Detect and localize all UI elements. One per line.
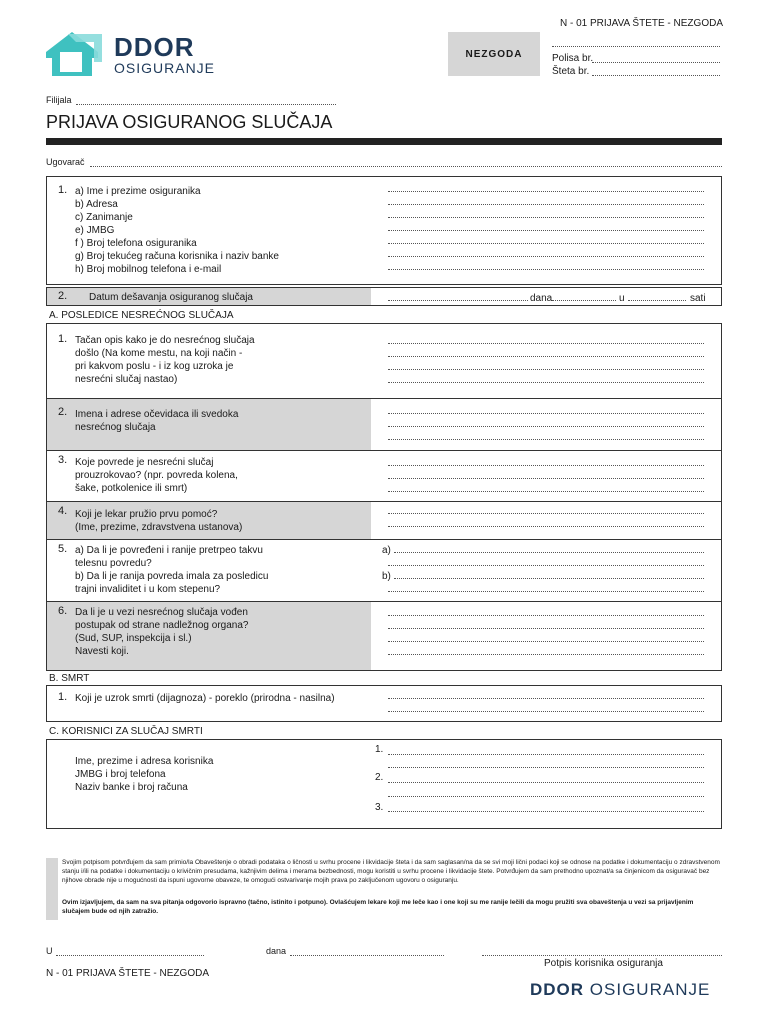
answer-field[interactable] bbox=[388, 591, 704, 592]
beneficiary-field[interactable] bbox=[388, 754, 704, 755]
insured-info-field[interactable] bbox=[388, 243, 704, 244]
answer-field[interactable] bbox=[388, 369, 704, 370]
logo-main-text: DDOR bbox=[114, 32, 195, 62]
answer-field[interactable] bbox=[388, 356, 704, 357]
answer-field[interactable] bbox=[388, 465, 704, 466]
answer-field[interactable] bbox=[388, 615, 704, 616]
answer-field[interactable] bbox=[388, 526, 704, 527]
answer-field[interactable] bbox=[388, 478, 704, 479]
answer-field[interactable] bbox=[388, 382, 704, 383]
ddor-logo bbox=[42, 28, 242, 84]
nezgoda-badge: NEZGODA bbox=[448, 32, 540, 76]
form-code-top: N - 01 PRIJAVA ŠTETE - NEZGODA bbox=[560, 18, 723, 29]
insured-info-field[interactable] bbox=[388, 256, 704, 257]
row-number: 1. bbox=[58, 691, 68, 703]
answer-field[interactable] bbox=[388, 491, 704, 492]
answer-field[interactable] bbox=[388, 439, 704, 440]
ugovarac-field[interactable] bbox=[90, 166, 722, 167]
table-row bbox=[46, 601, 722, 671]
table-row bbox=[46, 685, 722, 722]
declaration-box bbox=[46, 858, 722, 920]
steta-label: Šteta br. bbox=[552, 66, 590, 77]
table-row bbox=[46, 539, 722, 602]
beneficiary-1-label: 1. bbox=[375, 744, 384, 755]
beneficiary-field[interactable] bbox=[388, 811, 704, 812]
answer-field[interactable] bbox=[388, 654, 704, 655]
beneficiary-2-label: 2. bbox=[375, 772, 384, 783]
answer-field[interactable] bbox=[394, 578, 704, 579]
insured-info-field[interactable] bbox=[388, 230, 704, 231]
footer-logo-main: DDOR bbox=[530, 980, 585, 999]
signature-label: Potpis korisnika osiguranja bbox=[544, 958, 663, 969]
beneficiary-field[interactable] bbox=[388, 782, 704, 783]
row-question: Imena i adrese očevidaca ili svedoka nesrećnog slučaja bbox=[75, 409, 239, 433]
declaration-text-1: Svojim potpisom potvrđujem da sam primio/la Obaveštenje o obradi podataka o ličnosti u svrhu procene i likvidacije šteta i da sam saglasan/na da se svi moji lični podaci koji se odnose na podatke i dokumentaciju o zdravstvenom stanju i/ili na podatke i dokumentaciju o krivičnim presudama, kažnjivim delima i merama bezbednosti, mogu koristiti u svrhu procene i likvidacije štete. Potvrđujem da sam prethodno upoznat/a sa činjenicom da osiguravač bez njihove obrade nije u mogućnosti da ispuni ugovorne obaveze, te omogući ostvarivanje mojih prava po zaključenom ugovoru o osiguranju. bbox=[62, 859, 720, 884]
beneficiary-field[interactable] bbox=[388, 796, 704, 797]
beneficiary-field[interactable] bbox=[388, 767, 704, 768]
row-number: 6. bbox=[58, 605, 68, 617]
answer-field[interactable] bbox=[388, 426, 704, 427]
table-row bbox=[46, 450, 722, 502]
filijala-field[interactable] bbox=[76, 104, 336, 105]
top-right-field[interactable] bbox=[552, 46, 720, 47]
beneficiary-3-label: 3. bbox=[375, 802, 384, 813]
row-question: Da li je u vezi nesrećnog slučaja vođen postupak od strane nadležnog organa? (Sud, SUP, inspekcija i sl.) Navesti koji. bbox=[75, 607, 249, 657]
table-row bbox=[46, 501, 722, 540]
answer-field[interactable] bbox=[388, 698, 704, 699]
table-row bbox=[46, 739, 722, 829]
answer-field[interactable] bbox=[388, 343, 704, 344]
answer-a-label: a) bbox=[382, 545, 391, 556]
row-question: Koji je uzrok smrti (dijagnoza) - poreklo (prirodna - nasilna) bbox=[75, 693, 335, 704]
answer-field[interactable] bbox=[388, 565, 704, 566]
row-question: Ime, prezime i adresa korisnika JMBG i broj telefona Naziv banke i broj računa bbox=[75, 756, 214, 793]
table-row bbox=[46, 398, 722, 451]
answer-b-label: b) bbox=[382, 571, 391, 582]
filijala-label: Filijala bbox=[46, 95, 72, 105]
insured-info-field[interactable] bbox=[388, 191, 704, 192]
polisa-field[interactable] bbox=[592, 62, 720, 63]
time-field[interactable] bbox=[628, 300, 686, 301]
answer-field[interactable] bbox=[388, 413, 704, 414]
ugovarac-label: Ugovarač bbox=[46, 157, 85, 167]
section-a-title: A. POSLEDICE NESREĆNOG SLUČAJA bbox=[49, 310, 234, 321]
answer-field[interactable] bbox=[388, 513, 704, 514]
row-number: 1. bbox=[58, 184, 68, 196]
logo-sub-text: OSIGURANJE bbox=[114, 60, 216, 76]
row-question: a) Da li je povređeni i ranije pretrpeo takvu telesnu povredu? b) Da li je ranija povreda imala za posledicu trajni invaliditet i u kom stepenu? bbox=[75, 545, 269, 595]
date-field[interactable] bbox=[388, 300, 528, 301]
title-bar bbox=[46, 138, 722, 145]
dana-label: dana bbox=[530, 293, 553, 304]
house-logo-icon bbox=[42, 28, 108, 84]
dana-field[interactable] bbox=[552, 300, 616, 301]
signature-field[interactable] bbox=[482, 955, 722, 956]
row-number: 1. bbox=[58, 333, 68, 345]
place-label: U bbox=[46, 946, 53, 956]
row-number: 5. bbox=[58, 543, 68, 555]
row-number: 3. bbox=[58, 454, 68, 466]
answer-field[interactable] bbox=[388, 628, 704, 629]
u-label: u bbox=[619, 293, 625, 304]
section-c-title: C. KORISNICI ZA SLUČAJ SMRTI bbox=[49, 726, 203, 737]
insured-info-field[interactable] bbox=[388, 204, 704, 205]
steta-field[interactable] bbox=[592, 75, 720, 76]
table-row bbox=[46, 323, 722, 399]
row-number: 2. bbox=[58, 290, 68, 302]
footer-logo-sub: OSIGURANJE bbox=[589, 980, 711, 999]
insured-info-field[interactable] bbox=[388, 269, 704, 270]
date-signed-field[interactable] bbox=[290, 955, 444, 956]
date-label: dana bbox=[266, 946, 287, 956]
answer-field[interactable] bbox=[394, 552, 704, 553]
date-label: Datum dešavanja osiguranog slučaja bbox=[89, 292, 253, 303]
row-question: Tačan opis kako je do nesrećnog slučaja došlo (Na kome mestu, na koji način - pri kakvom poslu - i iz kog uzroka je nesrećni slučaj nastao) bbox=[75, 335, 255, 385]
declaration-gray-bar bbox=[46, 858, 58, 920]
place-field[interactable] bbox=[56, 955, 204, 956]
row-question: Koje povrede je nesrećni slučaj prouzrokovao? (npr. povreda kolena, šake, potkolenice ili smrt) bbox=[75, 457, 238, 494]
answer-field[interactable] bbox=[388, 711, 704, 712]
page-title: PRIJAVA OSIGURANOG SLUČAJA bbox=[46, 112, 333, 132]
form-code-bottom: N - 01 PRIJAVA ŠTETE - NEZGODA bbox=[46, 968, 209, 979]
row-number: 2. bbox=[58, 406, 68, 418]
insured-info-items: a) Ime i prezime osiguranika b) Adresa c) Zanimanje e) JMBG f ) Broj telefona osiguranika g) Broj tekućeg računa korisnika i naziv banke h) Broj mobilnog telefona i e-mail bbox=[75, 186, 279, 275]
declaration-text-2: Ovim izjavljujem, da sam na sva pitanja odgovorio ispravno (tačno, istinito i potpuno). Ovlašćujem lekare koji me leče kao i one koji su me ranije lečili da mogu pružiti sva obaveštenja u vezi sa prijavljenim slučajem bude od njih zatražio. bbox=[62, 899, 694, 915]
answer-field[interactable] bbox=[388, 641, 704, 642]
insured-info-field[interactable] bbox=[388, 217, 704, 218]
footer-logo bbox=[530, 980, 710, 1000]
polisa-label: Polisa br. bbox=[552, 53, 594, 64]
sati-label: sati bbox=[690, 293, 706, 304]
section-b-title: B. SMRT bbox=[49, 673, 90, 684]
row-question: Koji je lekar pružio prvu pomoć? (Ime, prezime, zdravstvena ustanova) bbox=[75, 509, 243, 533]
row-number: 4. bbox=[58, 505, 68, 517]
